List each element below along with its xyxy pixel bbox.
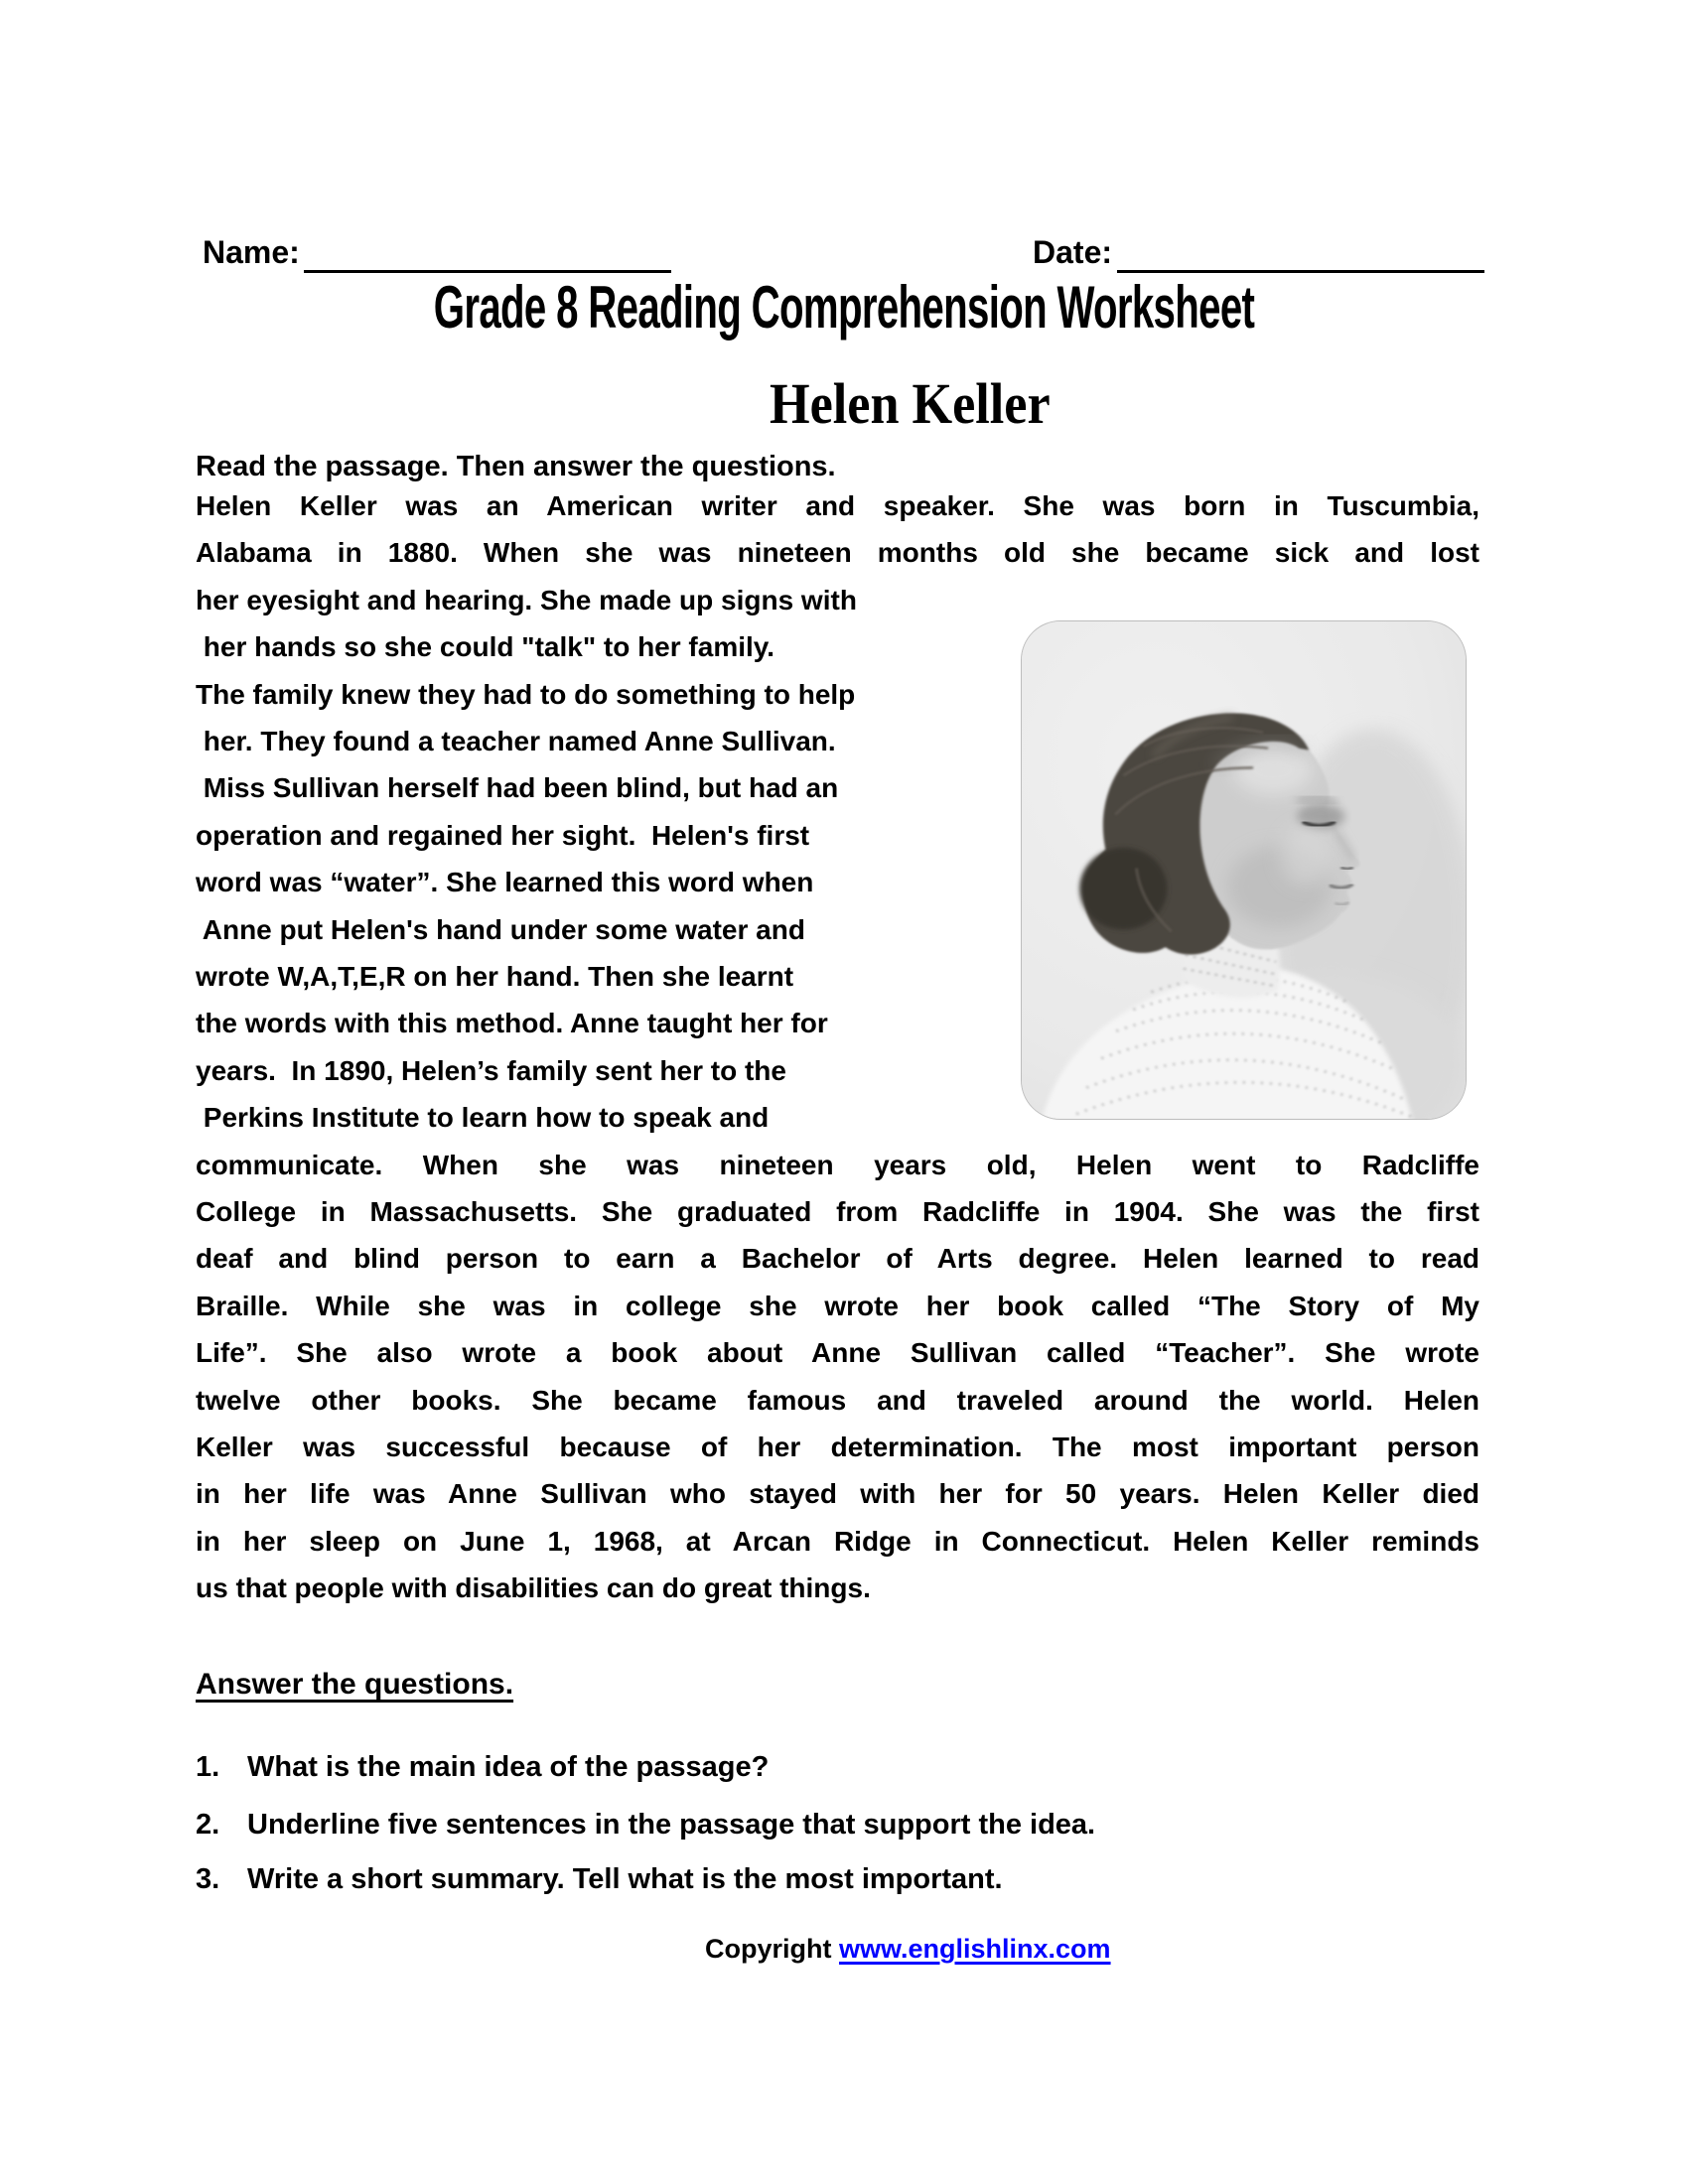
question-text: Write a short summary. Tell what is the most important. [247,1863,1003,1895]
passage-line: Helen Keller was an American writer and speaker. She was born in Tuscumbia, [196,490,1479,521]
question-number: 2. [196,1809,220,1841]
question-number: 1. [196,1751,220,1783]
name-label: Name: [203,234,300,270]
passage-line: The family knew they had to do something to help [196,679,856,710]
passage-line: Perkins Institute to learn how to speak and [196,1102,770,1133]
copyright-label: Copyright [705,1934,832,1964]
passage-line: word was “water”. She learned this word when [196,867,814,897]
passage-line: operation and regained her sight. Helen's first [196,820,810,851]
passage-line: communicate. When she was nineteen years old, Helen went to Radcliffe [196,1150,1479,1180]
passage-instructions: Read the passage. Then answer the questions. [196,451,836,482]
question-text: Underline five sentences in the passage that support the idea. [247,1809,1096,1841]
question-item [196,1806,1095,1843]
copyright-link[interactable]: www.englishlinx.com [839,1934,1111,1964]
passage-line: her eyesight and hearing. She made up signs with [196,585,857,615]
passage-line: her hands so she could "talk" to her family. [196,631,775,662]
worksheet-title: Grade 8 Reading Comprehension Worksheet [433,274,1255,341]
passage-line: Braille. While she was in college she wrote her book called “The Story of My [196,1291,1479,1321]
answer-questions-heading: Answer the questions. [196,1668,514,1701]
passage-line: her. They found a teacher named Anne Sullivan. [196,726,836,756]
passage-line: deaf and blind person to earn a Bachelor of Arts degree. Helen learned to read [196,1243,1479,1274]
helen-keller-portrait-image [1022,621,1466,1119]
question-number: 3. [196,1863,220,1895]
passage-line: the words with this method. Anne taught her for [196,1008,828,1038]
passage-line: Anne put Helen's hand under some water and [196,914,805,945]
passage-line: College in Massachusetts. She graduated from Radcliffe in 1904. She was the first [196,1196,1479,1227]
question-text: What is the main idea of the passage? [247,1751,770,1783]
helen-keller-photo [1021,620,1467,1120]
date-label: Date: [1033,234,1113,270]
passage-line: Miss Sullivan herself had been blind, but had an [196,772,839,803]
passage-title: Helen Keller [770,371,1051,436]
footer [705,1932,1111,1966]
passage-line: Alabama in 1880. When she was nineteen months old she became sick and lost [196,537,1479,568]
passage-line: in her life was Anne Sullivan who stayed with her for 50 years. Helen Keller died [196,1478,1479,1509]
passage-line: in her sleep on June 1, 1968, at Arcan Ridge in Connecticut. Helen Keller reminds [196,1526,1479,1557]
passage-line: years. In 1890, Helen’s family sent her to the [196,1055,786,1086]
passage-line: twelve other books. She became famous and traveled around the world. Helen [196,1385,1479,1416]
passage-line: us that people with disabilities can do great things. [196,1572,871,1603]
question-item [196,1748,769,1786]
passage-line: wrote W,A,T,E,R on her hand. Then she learnt [196,961,794,992]
passage-line: Keller was successful because of her determination. The most important person [196,1432,1479,1462]
question-item [196,1860,1003,1898]
passage-line: Life”. She also wrote a book about Anne Sullivan called “Teacher”. She wrote [196,1337,1479,1368]
